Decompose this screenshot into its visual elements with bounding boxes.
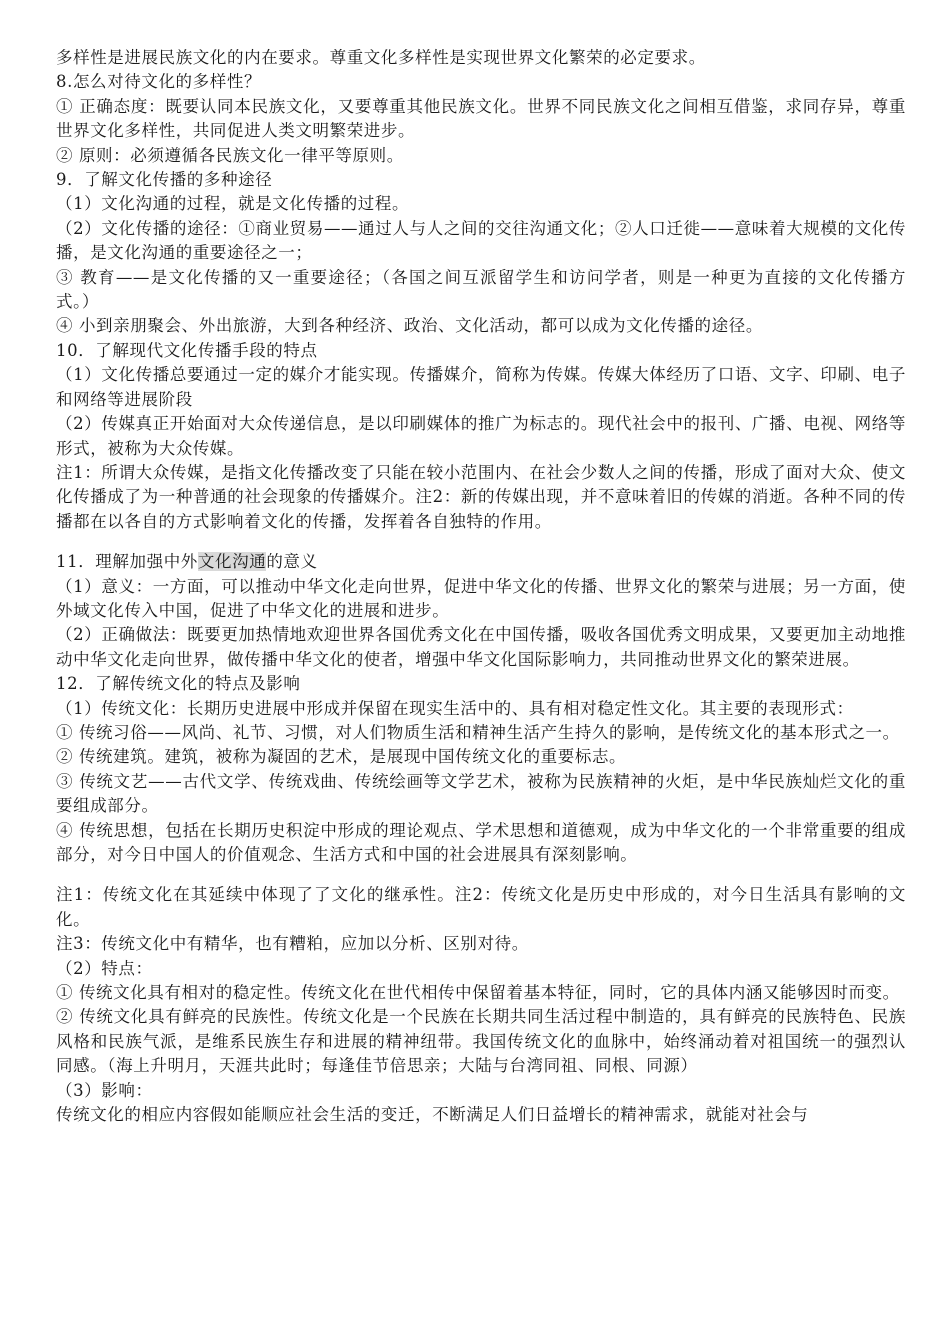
paragraph-10-2: （2）传媒真正开始面对大众传递信息，是以印刷媒体的推广为标志的。现代社会中的报刊、广播、电视、网络等形式，被称为大众传媒。 xyxy=(56,414,906,458)
spacer xyxy=(56,534,906,550)
paragraph-9-4: ④ 小到亲朋聚会、外出旅游，大到各种经济、政治、文化活动，都可以成为文化传播的途径。 xyxy=(56,316,763,336)
paragraph-8-2: ② 原则：必须遵循各民族文化一律平等原则。 xyxy=(56,145,404,165)
paragraph-12-1: （1）传统文化：长期历史进展中形成并保留在现实生活中的、具有相对稳定性文化。其主要的表现形式： xyxy=(56,698,854,718)
heading-12: 12．了解传统文化的特点及影响 xyxy=(56,674,301,694)
heading-9: 9．了解文化传播的多种途径 xyxy=(56,170,273,190)
heading-10: 10．了解现代文化传播手段的特点 xyxy=(56,340,318,360)
paragraph-12-arts: ③ 传统文艺——古代文学、传统戏曲、传统绘画等文学艺术，被称为民族精神的火炬，是中华民族灿烂文化的重要组成部分。 xyxy=(56,771,906,816)
paragraph-10-1: （1）文化传播总要通过一定的媒介才能实现。传播媒介，简称为传媒。传媒大体经历了口语、文字、印刷、电子和网络等进展阶段 xyxy=(56,365,906,409)
paragraph-feature-nationality: ② 传统文化具有鲜亮的民族性。传统文化是一个民族在长期共同生活过程中制造的，具有鲜亮的民族特色、民族风格和民族气派，是维系民族生存和进展的精神纽带。我国传统文化的血脉中，始终涌动着对祖国统一的强烈认同感。（海上升明月，天涯共此时；每逢佳节倍思亲；大陆与台湾同祖、同根、同源） xyxy=(56,1007,906,1076)
paragraph-intro: 多样性是进展民族文化的内在要求。尊重文化多样性是实现世界文化繁荣的必定要求。 xyxy=(56,48,706,67)
heading-8: 8.怎么对待文化的多样性？ xyxy=(56,72,262,92)
spacer xyxy=(56,867,906,883)
paragraph-12-custom: ① 传统习俗——风尚、礼节、习惯，对人们物质生活和精神生活产生持久的影响，是传统文化的基本形式之一。 xyxy=(56,722,900,742)
highlighted-term: 文化沟通 xyxy=(197,552,267,572)
paragraph-feature-stability: ① 传统文化具有相对的稳定性。传统文化在世代相传中保留着基本特征，同时，它的具体内涵又能够因时而变。 xyxy=(56,983,900,1003)
paragraph-9-3: ③ 教育——是文化传播的又一重要途径；（各国之间互派留学生和访问学者，则是一种更为直接的文化传播方式。） xyxy=(56,267,906,312)
paragraph-9-1: （1）文化沟通的过程，就是文化传播的过程。 xyxy=(56,194,410,214)
heading-11 xyxy=(56,550,906,574)
paragraph-9-2: （2）文化传播的途径：①商业贸易——通过人与人之间的交往沟通文化；②人口迁徙——意味着大规模的文化传播，是文化沟通的重要途径之一； xyxy=(56,218,906,263)
paragraph-8-1: ① 正确态度：既要认同本民族文化，又要尊重其他民族文化。世界不同民族文化之间相互借鉴，求同存异，尊重世界文化多样性，共同促进人类文明繁荣进步。 xyxy=(56,96,906,141)
paragraph-11-1: （1）意义：一方面，可以推动中华文化走向世界，促进中华文化的传播、世界文化的繁荣与进展；另一方面，使外域文化传入中国，促进了中华文化的进展和进步。 xyxy=(56,576,906,620)
subheading-impact: （3）影响： xyxy=(56,1080,153,1100)
subheading-features: （2）特点： xyxy=(56,958,153,978)
paragraph-12-thought: ④ 传统思想，包括在长期历史积淀中形成的理论观点、学术思想和道德观，成为中华文化的一个非常重要的组成部分，对今日中国人的价值观念、生活方式和中国的社会进展具有深刻影响。 xyxy=(56,820,906,864)
paragraph-impact: 传统文化的相应内容假如能顺应社会生活的变迁，不断满足人们日益增长的精神需求，就能对社会与 xyxy=(56,1105,809,1125)
paragraph-12-architecture: ② 传统建筑。建筑，被称为凝固的艺术，是展现中国传统文化的重要标志。 xyxy=(56,747,627,767)
paragraph-11-2: （2）正确做法：既要更加热情地欢迎世界各国优秀文化在中国传播，吸收各国优秀文明成果，又要更加主动地推动中华文化走向世界，做传播中华文化的使者，增强中华文化国际影响力，共同推动世界文化的繁荣进展。 xyxy=(56,625,906,669)
heading-11-prefix: 11．理解加强中外 xyxy=(56,552,198,572)
paragraph-12-note-3: 注3：传统文化中有精华，也有糟粕，应加以分析、区别对待。 xyxy=(56,934,529,954)
heading-11-suffix: 的意义 xyxy=(266,552,318,572)
paragraph-10-note: 注1：所谓大众传媒，是指文化传播改变了只能在较小范围内、在社会少数人之间的传播，形成了面对大众、使文化传播成了为一种普通的社会现象的传播媒介。注2：新的传媒出现，并不意味着旧的传媒的消逝。各种不同的传播都在以各自的方式影响着文化的传播，发挥着各自独特的作用。 xyxy=(56,462,906,531)
paragraph-12-note-1-2: 注1：传统文化在其延续中体现了了文化的继承性。注2：传统文化是历史中形成的，对今日生活具有影响的文化。 xyxy=(56,885,906,929)
